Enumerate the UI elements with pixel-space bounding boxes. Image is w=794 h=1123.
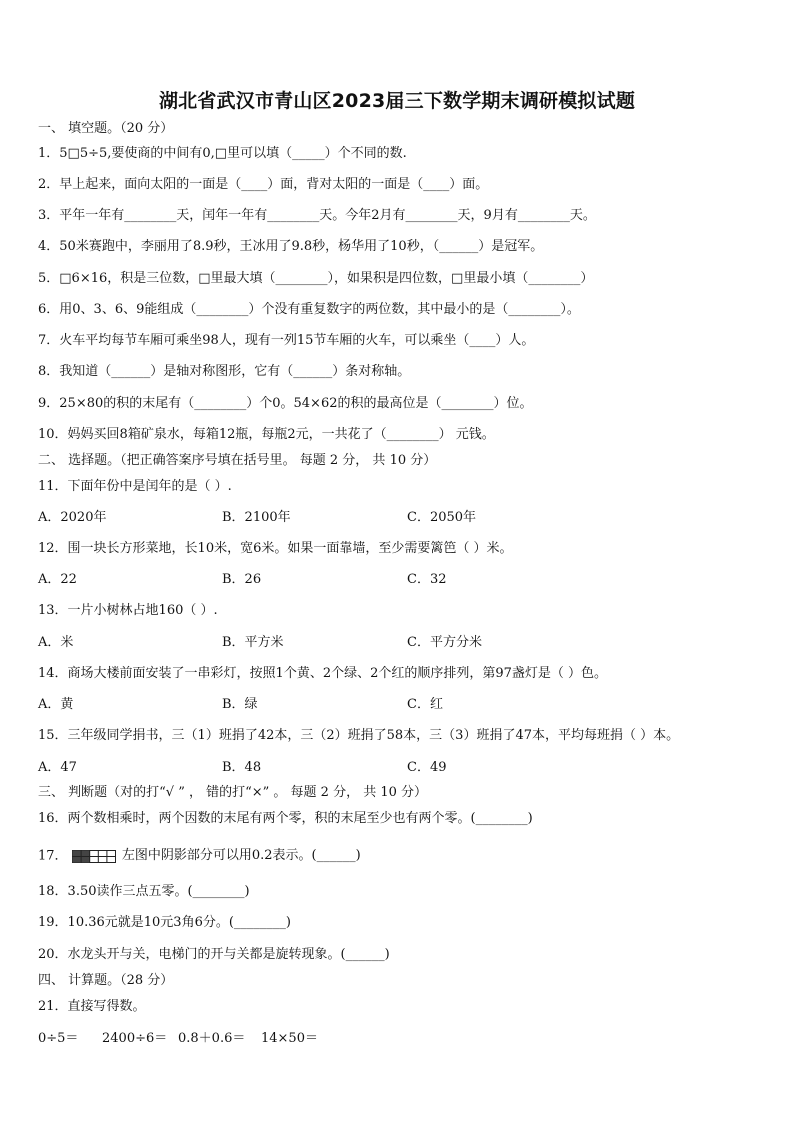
calc-item: 14×50＝ xyxy=(261,1031,318,1046)
option-b: B．平方米 xyxy=(222,635,284,650)
option-a: A．47 xyxy=(38,760,77,775)
question-18: 18．3.50读作三点五零。(________) xyxy=(38,884,250,899)
option-c: C．红 xyxy=(407,697,443,712)
question-14: 14．商场大楼前面安装了一串彩灯，按照1个黄、2个绿、2个红的顺序排列，第97盏灯是（ ）色。 xyxy=(38,666,608,681)
page-title: 湖北省武汉市青山区2023届三下数学期末调研模拟试题 xyxy=(158,90,636,112)
question-2: 2．早上起来，面向太阳的一面是（____）面，背对太阳的一面是（____）面。 xyxy=(38,177,489,192)
question-17-text: 左图中阴影部分可以用0.2表示。(______) xyxy=(121,848,361,863)
question-20: 20．水龙头开与关，电梯门的开与关都是旋转现象。(______) xyxy=(38,947,390,962)
option-c: C．平方分米 xyxy=(407,635,482,650)
question-1: 1．5□5÷5,要使商的中间有0,□里可以填（_____）个不同的数. xyxy=(38,146,407,161)
option-c: C．49 xyxy=(407,760,447,775)
question-10: 10．妈妈买回8箱矿泉水，每箱12瓶，每瓶2元，一共花了（________） 元钱。 xyxy=(38,427,495,442)
option-a: A．黄 xyxy=(38,697,74,712)
option-a: A．米 xyxy=(38,635,74,650)
question-15: 15．三年级同学捐书，三（1）班捐了42本，三（2）班捐了58本，三（3）班捐了47本，平均每班捐（ ）本。 xyxy=(38,728,680,743)
calc-item: 2400÷6＝ xyxy=(102,1031,168,1046)
calc-item: 0÷5＝ xyxy=(38,1031,79,1046)
question-9: 9．25×80的积的末尾有（________）个0。54×62的积的最高位是（________）位。 xyxy=(38,396,533,411)
question-6: 6．用0、3、6、9能组成（________）个没有重复数字的两位数，其中最小的是（________）。 xyxy=(38,302,580,317)
option-b: B．绿 xyxy=(222,697,258,712)
option-a: A．22 xyxy=(38,572,77,587)
option-c: C．2050年 xyxy=(407,510,477,525)
section-heading-fill: 一、 填空题。（20 分） xyxy=(38,121,174,136)
section-heading-judge: 三、 判断题（对的打“√ ” ， 错的打“×” 。 每题 2 分， 共 10 分） xyxy=(38,785,428,800)
question-12: 12．围一块长方形菜地，长10米，宽6米。如果一面靠墙，至少需要篱笆（ ）米。 xyxy=(38,541,513,556)
question-8: 8．我知道（______）是轴对称图形，它有（______）条对称轴。 xyxy=(38,364,411,379)
question-21: 21．直接写得数。 xyxy=(38,999,146,1014)
question-11: 11．下面年份中是闰年的是（ ）. xyxy=(38,479,232,494)
section-heading-choice: 二、 选择题。（把正确答案序号填在括号里。 每题 2 分， 共 10 分） xyxy=(38,453,437,468)
question-5: 5．□6×16，积是三位数，□里最大填（________），如果积是四位数，□里最小填（________） xyxy=(38,271,594,286)
option-c: C．32 xyxy=(407,572,447,587)
option-b: B．48 xyxy=(222,760,262,775)
question-17 xyxy=(38,848,361,865)
option-b: B．2100年 xyxy=(222,510,291,525)
question-7: 7．火车平均每节车厢可乘坐98人，现有一列15节车厢的火车，可以乘坐（____）人。 xyxy=(38,333,535,348)
question-16: 16．两个数相乘时，两个因数的末尾有两个零，积的末尾至少也有两个零。(________) xyxy=(38,811,533,826)
question-19: 19．10.36元就是10元3角6分。(________) xyxy=(38,915,291,930)
option-b: B．26 xyxy=(222,572,262,587)
question-4: 4．50米赛跑中，李丽用了8.9秒，王冰用了9.8秒，杨华用了10秒，（______）是冠军。 xyxy=(38,239,544,254)
question-17-number: 17． xyxy=(38,848,68,864)
section-heading-calc: 四、 计算题。（28 分） xyxy=(38,973,174,988)
option-a: A．2020年 xyxy=(38,510,107,525)
question-13: 13．一片小树林占地160（ ）. xyxy=(38,603,218,618)
question-3: 3．平年一年有________天，闰年一年有________天。今年2月有________天，9月有________天。 xyxy=(38,208,596,223)
shaded-grid-figure xyxy=(72,850,116,863)
calc-item: 0.8＋0.6＝ xyxy=(178,1031,246,1046)
